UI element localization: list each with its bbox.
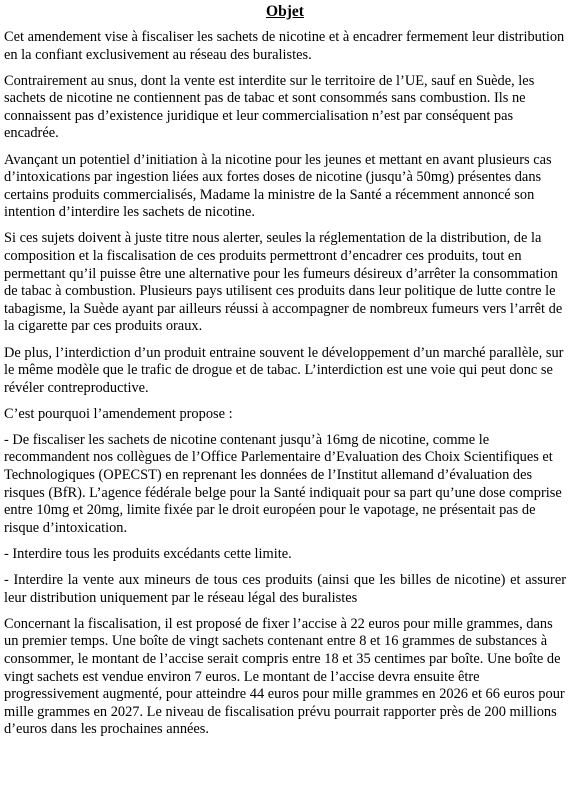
paragraph-snus-context: Contrairement au snus, dont la vente est interdite sur le territoire de l’UE, sauf en Suède, les sachets de nicotine ne contiennent pas de tabac et sont consommés sans combustion. Ils ne connaissent pas d’existence juridique et leur commercialisation n’est par conséquent pas encadrée.: [4, 72, 535, 142]
paragraph-proposal-minors: - Interdire la vente aux mineurs de tous ces produits (ainsi que les billes de nicotine) et assurer leur distribution uniquement par le réseau légal des buralistes: [4, 572, 566, 606]
paragraph-minister-announcement: Avançant un potentiel d’initiation à la nicotine pour les jeunes et mettant en avant plusieurs cas d’intoxications par ingestion liées aux fortes doses de nicotine (jusqu’à 50mg) présentes dans certains produits commercialisés, Madame la ministre de la Santé a récemment annoncé son intention d’interdire les sachets de nicotine.: [4, 151, 552, 221]
paragraph-taxation-details: Concernant la fiscalisation, il est proposé de fixer l’accise à 22 euros pour mille grammes, dans un premier temps. Une boîte de vingt sachets contenant entre 8 et 16 grammes de substances à consommer, le montant de l’accise serait compris entre 18 et 35 centimes par boîte. Une boîte de vingt sachets est vendue environ 7 euros. Le montant de l’accise devra ensuite être progressivement augmenté, pour atteindre 44 euros pour mille grammes en 2026 et 66 euros pour mille grammes en 2027. Le niveau de fiscalisation prévu pourrait rapporter près de 200 millions d’euros dans les prochaines années.: [4, 615, 565, 738]
paragraph-proposal-lead: C’est pourquoi l’amendement propose :: [4, 405, 233, 422]
paragraph-intro: Cet amendement vise à fiscaliser les sachets de nicotine et à encadrer fermement leur distribution en la confiant exclusivement au réseau des buralistes.: [4, 29, 565, 63]
paragraph-proposal-taxation: - De fiscaliser les sachets de nicotine contenant jusqu’à 16mg de nicotine, comme le recommandent nos collègues de l’Office Parlementaire d’Evaluation des Choix Scientifiques et Technologiques (OPECST) en reprenant les données de l’Institut allemand d’évaluation des risques (BfR). L’agence fédérale belge pour la Santé indiquait pour sa part qu’une dose comprise entre 10mg et 20mg, limite fixée par le droit européen pour le vapotage, ne présentait pas de risque d’intoxication.: [4, 431, 562, 536]
paragraph-proposal-limit: - Interdire tous les produits excédants cette limite.: [4, 545, 292, 562]
paragraph-parallel-market: De plus, l’interdiction d’un produit entraine souvent le développement d’un marché parallèle, sur le même modèle que le trafic de drogue et de tabac. L’interdiction est une voie qui peut donc se révéler contreproductive.: [4, 344, 564, 396]
paragraph-regulation-argument: Si ces sujets doivent à juste titre nous alerter, seules la réglementation de la distribution, de la composition et la fiscalisation de ces produits permettront d’encadrer ces produits, tout en permettant qu’il puisse être une alternative pour les fumeurs désireux d’arrêter la consommation de tabac à combustion. Plusieurs pays utilisent ces produits dans leur politique de lutte contre le tabagisme, la Suède ayant par ailleurs réussi à accompagner de nombreux fumeurs vers l’arrêt de la cigarette par ces produits oraux.: [4, 230, 563, 335]
document-title: Objet: [266, 3, 304, 20]
